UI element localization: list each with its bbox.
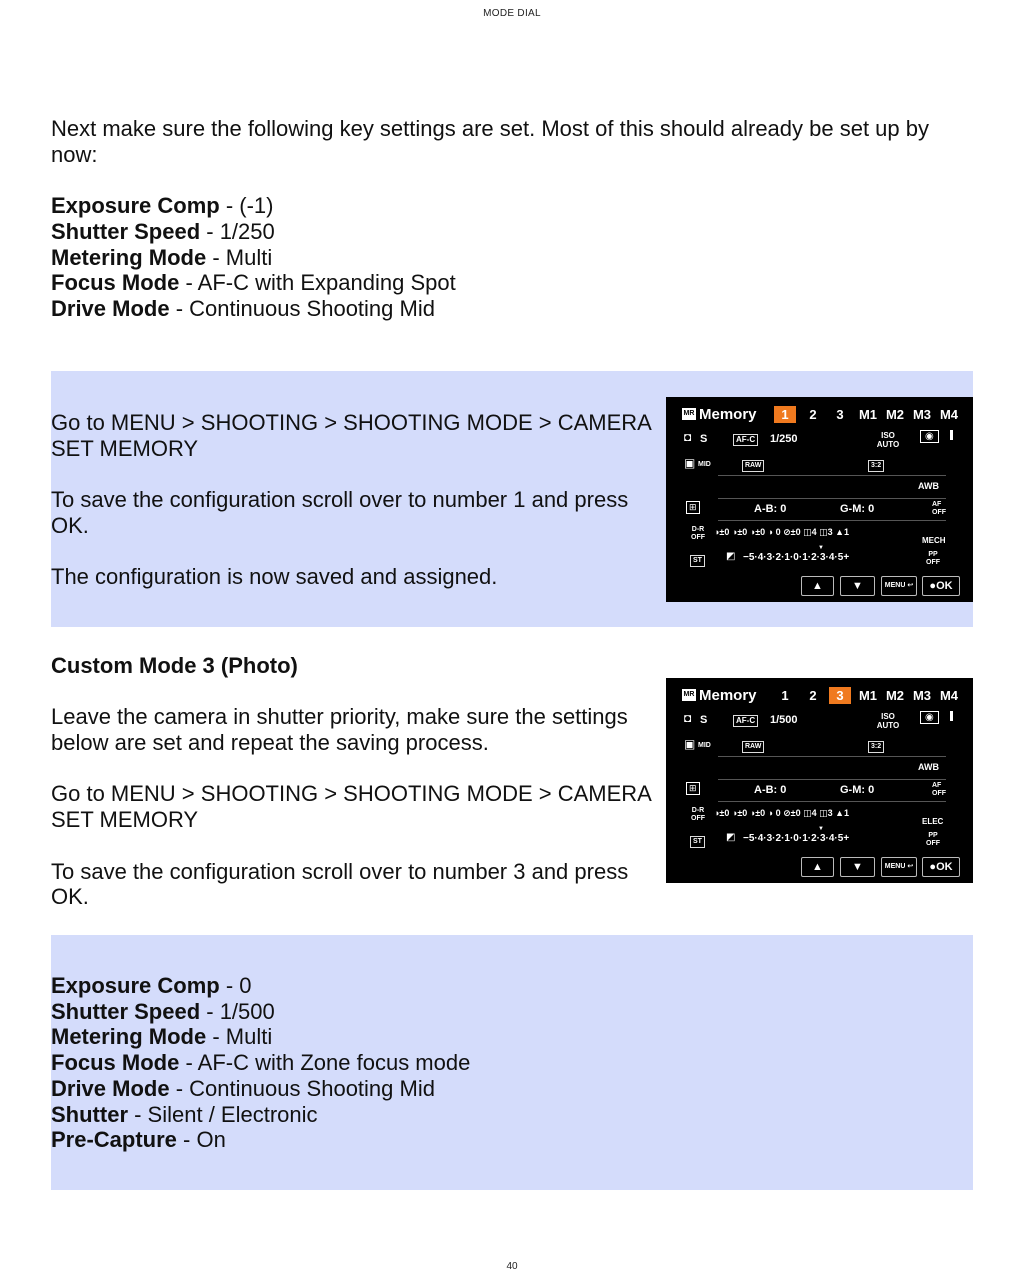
down-button[interactable]: ▼ <box>840 576 875 596</box>
intro-lead: Next make sure the following key settings are set. Most of this should already be set up by now: <box>51 116 930 167</box>
mr-icon: MR <box>682 689 696 701</box>
focus-area-icon: ⊞ <box>686 501 700 514</box>
gm-value: G-M: 0 <box>840 784 875 796</box>
mode-label: S <box>700 433 708 445</box>
metering-icon: ◉ <box>920 711 939 724</box>
instruction-text: Leave the camera in shutter priority, make sure the settings below are set and repeat the saving process. <box>51 704 628 756</box>
running-header: MODE DIAL <box>483 8 541 19</box>
memory-tab-1[interactable]: 1 <box>774 406 796 423</box>
divider <box>718 498 946 499</box>
shutter-speed-value: 1/250 <box>770 433 798 445</box>
divider <box>718 801 946 802</box>
setting-line: Exposure Comp - (-1) <box>51 193 274 219</box>
setting-line: Drive Mode - Continuous Shooting Mid <box>51 295 435 321</box>
aspect-ratio-badge: 3:2 <box>868 460 884 472</box>
down-button[interactable]: ▼ <box>840 857 875 877</box>
metering-icon: ◉ <box>920 430 939 443</box>
up-button[interactable]: ▲ <box>801 857 834 877</box>
memory-title: Memory <box>699 687 757 704</box>
menu-path: Go to MENU > SHOOTING > SHOOTING MODE > CAMERA SET MEMORY <box>51 781 651 833</box>
creative-values-row: ◑±0 ◑±0 ◑±0 ◑ 0 ⊘±0 ◫4 ◫3 ▲1 <box>714 808 850 818</box>
setting-line: Exposure Comp - 0 <box>51 973 252 998</box>
iso-value: ISO AUTO <box>876 431 900 449</box>
memory-tab-m4[interactable]: M4 <box>939 688 959 703</box>
menu-back-button[interactable]: MENU ↩ <box>881 857 917 877</box>
memory-title: Memory <box>699 406 757 423</box>
menu-back-button[interactable]: MENU ↩ <box>881 576 917 596</box>
ab-value: A-B: 0 <box>754 503 787 515</box>
exposure-comp-icon: ◩ <box>726 551 736 562</box>
dro-label: D-R OFF <box>691 526 705 541</box>
gm-value: G-M: 0 <box>840 503 875 515</box>
white-balance-label: AWB <box>918 481 939 491</box>
camera-icon: ◘ <box>684 430 692 444</box>
setting-line: Focus Mode - AF-C with Expanding Spot <box>51 270 456 296</box>
save-step: To save the configuration scroll over to number 3 and press OK. <box>51 858 629 910</box>
exposure-scale: −5·4·3·2·1·0·1·2·3·4·5+ <box>743 552 850 563</box>
scrollbar[interactable] <box>950 430 953 440</box>
dro-label: D-R OFF <box>691 807 705 822</box>
af-mode-badge: AF-C <box>733 715 758 727</box>
divider <box>718 520 946 521</box>
drive-mode-icon: ▣ <box>684 456 696 470</box>
shutter-type-label: ELEC <box>922 817 944 826</box>
setting-line: Metering Mode - Multi <box>51 1024 273 1050</box>
scrollbar[interactable] <box>950 711 953 721</box>
shutter-speed-value: 1/500 <box>770 714 798 726</box>
aspect-ratio-badge: 3:2 <box>868 741 884 753</box>
white-balance-label: AWB <box>918 762 939 772</box>
camera-memory-screen-1 <box>666 397 973 602</box>
memory-tab-3[interactable]: 3 <box>829 687 851 704</box>
iso-value: ISO AUTO <box>876 712 900 730</box>
scale-pointer: ▼ <box>818 826 824 832</box>
up-button[interactable]: ▲ <box>801 576 834 596</box>
af-off-label: AF OFF <box>932 782 946 797</box>
st-icon: ST <box>690 555 705 567</box>
ok-button[interactable]: ●OK <box>922 857 960 877</box>
divider <box>718 779 946 780</box>
creative-values-row: ◑±0 ◑±0 ◑±0 ◑ 0 ⊘±0 ◫4 ◫3 ▲1 <box>714 527 850 537</box>
saved-note: The configuration is now saved and assigned. <box>51 564 498 590</box>
setting-line: Metering Mode - Multi <box>51 244 273 270</box>
custom-mode-3-section <box>51 653 651 910</box>
setting-line: Shutter Speed - 1/250 <box>51 218 275 244</box>
setting-line: Pre-Capture - On <box>51 1127 226 1153</box>
shutter-type-label: MECH <box>922 536 946 545</box>
drive-speed-label: MID <box>698 742 711 749</box>
camera-icon: ◘ <box>684 711 692 725</box>
exposure-scale: −5·4·3·2·1·0·1·2·3·4·5+ <box>743 833 850 844</box>
drive-speed-label: MID <box>698 461 711 468</box>
memory-tab-m3[interactable]: M3 <box>912 407 932 422</box>
memory-tab-m3[interactable]: M3 <box>912 688 932 703</box>
setting-line: Focus Mode - AF-C with Zone focus mode <box>51 1050 471 1076</box>
mode-label: S <box>700 714 708 726</box>
save-instructions-1 <box>51 410 651 590</box>
save-step: To save the configuration scroll over to number 1 and press OK. <box>51 487 629 538</box>
raw-badge: RAW <box>742 741 764 753</box>
memory-tab-m2[interactable]: M2 <box>885 407 905 422</box>
af-mode-badge: AF-C <box>733 434 758 446</box>
setting-line: Drive Mode - Continuous Shooting Mid <box>51 1075 435 1101</box>
setting-line: Shutter - Silent / Electronic <box>51 1101 318 1127</box>
divider <box>718 475 946 476</box>
mr-icon: MR <box>682 408 696 420</box>
setting-line: Shutter Speed - 1/500 <box>51 998 275 1024</box>
memory-tab-m4[interactable]: M4 <box>939 407 959 422</box>
memory-tab-3[interactable]: 3 <box>836 407 844 422</box>
divider <box>718 756 946 757</box>
st-icon: ST <box>690 836 705 848</box>
memory-tab-2[interactable]: 2 <box>809 688 817 703</box>
ok-button[interactable]: ●OK <box>922 576 960 596</box>
focus-area-icon: ⊞ <box>686 782 700 795</box>
drive-mode-icon: ▣ <box>684 737 696 751</box>
ab-value: A-B: 0 <box>754 784 787 796</box>
memory-tab-m2[interactable]: M2 <box>885 688 905 703</box>
picture-profile-label: PP OFF <box>926 832 940 847</box>
camera-memory-screen-2 <box>666 678 973 883</box>
page-number: 40 <box>506 1261 518 1272</box>
memory-tab-2[interactable]: 2 <box>809 407 817 422</box>
raw-badge: RAW <box>742 460 764 472</box>
memory-tab-m1[interactable]: M1 <box>858 688 878 703</box>
memory-tab-m1[interactable]: M1 <box>858 407 878 422</box>
settings-list-2 <box>51 973 651 1153</box>
picture-profile-label: PP OFF <box>926 551 940 566</box>
exposure-comp-icon: ◩ <box>726 832 736 843</box>
section-heading: Custom Mode 3 (Photo) <box>51 653 298 678</box>
scale-pointer: ▼ <box>818 545 824 551</box>
memory-tab-1[interactable]: 1 <box>781 688 789 703</box>
menu-path: Go to MENU > SHOOTING > SHOOTING MODE > CAMERA SET MEMORY <box>51 410 651 461</box>
af-off-label: AF OFF <box>932 501 946 516</box>
intro-section <box>51 116 981 322</box>
